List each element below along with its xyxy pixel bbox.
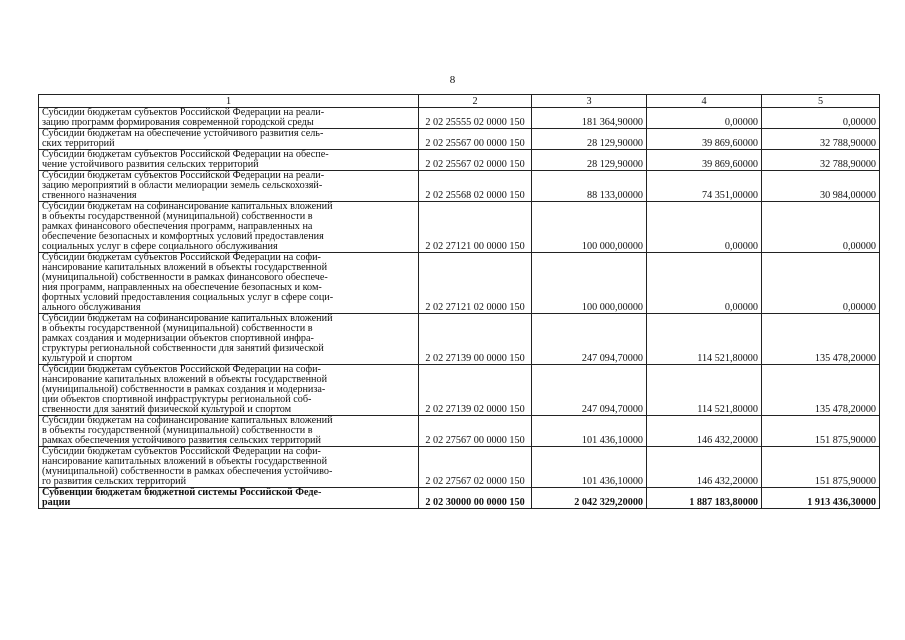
description-cell: Субвенции бюджетам бюджетной системы Российской Феде- рации [39, 488, 419, 509]
amount-col4-cell: 146 432,20000 [647, 416, 762, 447]
amount-col5-cell: 151 875,90000 [762, 447, 880, 488]
amount-col4-cell: 0,00000 [647, 253, 762, 314]
amount-col3-cell: 28 129,90000 [532, 129, 647, 150]
description-cell: Субсидии бюджетам на софинансирование капитальных вложений в объекты государственной (муниципальной) собственности в рамках финансового обеспечения программ, направленных на обеспечение безопасных и комфортных условий предоставления социальных услуг в сфере социального обслуживания [39, 202, 419, 253]
amount-col4-cell: 39 869,60000 [647, 129, 762, 150]
description-cell: Субсидии бюджетам субъектов Российской Федерации на обеспе- чение устойчивого развития сельских территорий [39, 150, 419, 171]
amount-col3-cell: 100 000,00000 [532, 253, 647, 314]
table-row [39, 150, 880, 171]
amount-col5-cell: 135 478,20000 [762, 365, 880, 416]
amount-col4-cell: 39 869,60000 [647, 150, 762, 171]
amount-col3-cell: 181 364,90000 [532, 108, 647, 129]
budget-code-cell: 2 02 25567 02 0000 150 [419, 150, 532, 171]
table-row [39, 447, 880, 488]
amount-col4-cell: 114 521,80000 [647, 365, 762, 416]
amount-col3-cell: 2 042 329,20000 [532, 488, 647, 509]
description-cell: Субсидии бюджетам на софинансирование капитальных вложений в объекты государственной (муниципальной) собственности в рамках создания и модернизации объектов спортивной инфра- структуры региональной собственности для занятий физической культурой и спортом [39, 314, 419, 365]
amount-col5-cell: 0,00000 [762, 202, 880, 253]
header-cell-2: 2 [419, 95, 532, 108]
table-row [39, 365, 880, 416]
description-cell: Субсидии бюджетам субъектов Российской Федерации на софи- нансирование капитальных вложений в объекты государственной (муниципальной) собственности в рамках создания и модерниза- ции объектов спортивной инфраструктуры региональной соб- ственности для занятий физической культурой и спортом [39, 365, 419, 416]
table-header-row [39, 95, 880, 108]
amount-col4-cell: 74 351,00000 [647, 171, 762, 202]
amount-col3-cell: 101 436,10000 [532, 416, 647, 447]
amount-col4-cell: 114 521,80000 [647, 314, 762, 365]
budget-code-cell: 2 02 25555 02 0000 150 [419, 108, 532, 129]
table-row [39, 314, 880, 365]
header-cell-3: 3 [532, 95, 647, 108]
amount-col3-cell: 100 000,00000 [532, 202, 647, 253]
amount-col3-cell: 247 094,70000 [532, 365, 647, 416]
header-cell-1: 1 [39, 95, 419, 108]
table-row-total [39, 488, 880, 509]
budget-code-cell: 2 02 25568 02 0000 150 [419, 171, 532, 202]
amount-col3-cell: 247 094,70000 [532, 314, 647, 365]
amount-col4-cell: 0,00000 [647, 108, 762, 129]
budget-code-cell: 2 02 27567 02 0000 150 [419, 447, 532, 488]
table-row [39, 171, 880, 202]
amount-col5-cell: 30 984,00000 [762, 171, 880, 202]
description-cell: Субсидии бюджетам субъектов Российской Федерации на реали- зацию мероприятий в области мелиорации земель сельскохозяй- ственного назначения [39, 171, 419, 202]
amount-col3-cell: 28 129,90000 [532, 150, 647, 171]
table-row [39, 253, 880, 314]
amount-col5-cell: 1 913 436,30000 [762, 488, 880, 509]
budget-code-cell: 2 02 27139 02 0000 150 [419, 365, 532, 416]
amount-col3-cell: 88 133,00000 [532, 171, 647, 202]
amount-col4-cell: 0,00000 [647, 202, 762, 253]
budget-code-cell: 2 02 25567 00 0000 150 [419, 129, 532, 150]
amount-col5-cell: 0,00000 [762, 108, 880, 129]
amount-col4-cell: 146 432,20000 [647, 447, 762, 488]
header-cell-5: 5 [762, 95, 880, 108]
budget-code-cell: 2 02 27567 00 0000 150 [419, 416, 532, 447]
table-body [39, 108, 880, 509]
table-row [39, 108, 880, 129]
description-cell: Субсидии бюджетам субъектов Российской Федерации на софи- нансирование капитальных вложений в объекты государственной (муниципальной) собственности в рамках финансового обеспече- ния программ, направленных на обеспечение безопасных и ком- фортных условий предоставления социальных услуг в сфере соци- ального обслуживания [39, 253, 419, 314]
amount-col5-cell: 0,00000 [762, 253, 880, 314]
budget-code-cell: 2 02 30000 00 0000 150 [419, 488, 532, 509]
budget-code-cell: 2 02 27121 02 0000 150 [419, 253, 532, 314]
table-row [39, 129, 880, 150]
amount-col5-cell: 151 875,90000 [762, 416, 880, 447]
table-row [39, 202, 880, 253]
amount-col3-cell: 101 436,10000 [532, 447, 647, 488]
page-number: 8 [449, 74, 456, 86]
description-cell: Субсидии бюджетам на обеспечение устойчивого развития сель- ских территорий [39, 129, 419, 150]
amount-col5-cell: 135 478,20000 [762, 314, 880, 365]
header-cell-4: 4 [647, 95, 762, 108]
table-row [39, 416, 880, 447]
amount-col4-cell: 1 887 183,80000 [647, 488, 762, 509]
amount-col5-cell: 32 788,90000 [762, 150, 880, 171]
description-cell: Субсидии бюджетам субъектов Российской Федерации на софи- нансирование капитальных вложений в объекты государственной (муниципальной) собственности в рамках обеспечения устойчиво- го развития сельских территорий [39, 447, 419, 488]
description-cell: Субсидии бюджетам на софинансирование капитальных вложений в объекты государственной (муниципальной) собственности в рамках обеспечения устойчивого развития сельских территорий [39, 416, 419, 447]
budget-code-cell: 2 02 27121 00 0000 150 [419, 202, 532, 253]
amount-col5-cell: 32 788,90000 [762, 129, 880, 150]
budget-table [38, 94, 880, 509]
description-cell: Субсидии бюджетам субъектов Российской Федерации на реали- зацию программ формирования современной городской среды [39, 108, 419, 129]
budget-code-cell: 2 02 27139 00 0000 150 [419, 314, 532, 365]
